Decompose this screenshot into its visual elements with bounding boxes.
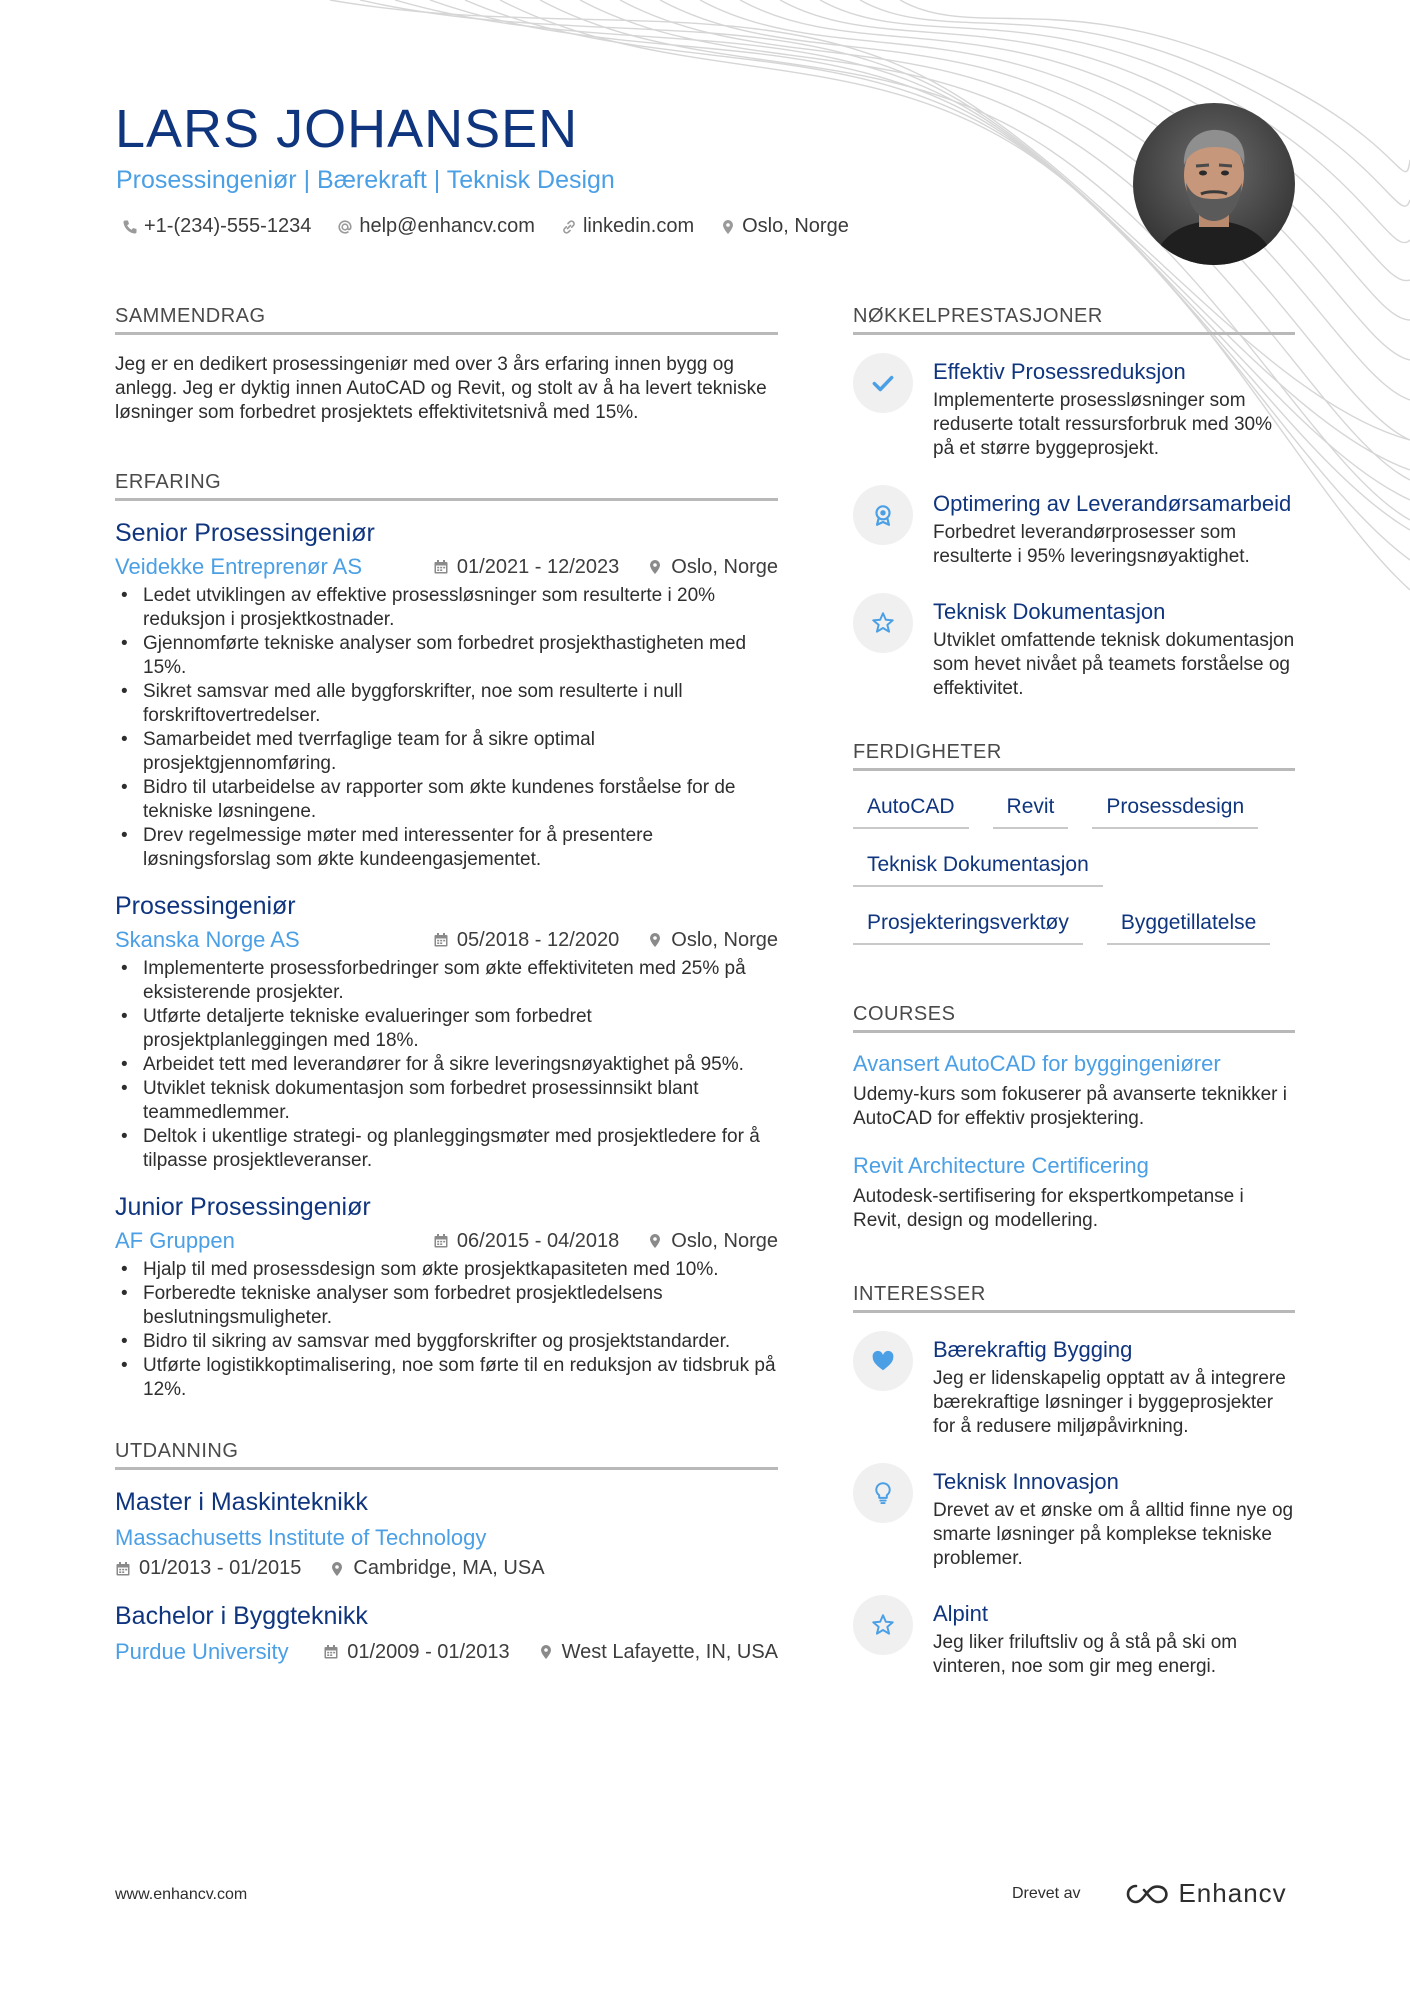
interest-title: Teknisk Innovasjon: [933, 1469, 1119, 1494]
bullet-item: • Utviklet teknisk dokumentasjon som forbedret prosessinnsikt blant teammedlemmer.: [115, 1077, 778, 1125]
bullet-item: • Utførte logistikkoptimalisering, noe som førte til en reduksjon av tidsbruk på 12%.: [115, 1354, 778, 1402]
location-pin-icon: [329, 1561, 345, 1577]
contact-email[interactable]: [337, 215, 535, 238]
education-location: West Lafayette, IN, USA: [561, 1640, 778, 1663]
calendar-icon: [323, 1644, 339, 1660]
courses-heading: COURSES: [853, 1003, 1295, 1033]
enhancv-logo-icon: [1124, 1882, 1170, 1906]
course-item: [853, 1153, 1295, 1233]
achievement-title: Teknisk Dokumentasjon: [933, 599, 1166, 624]
job-entry: [115, 892, 778, 1173]
company-name: AF Gruppen: [115, 1228, 235, 1253]
experience-section: [115, 471, 778, 1402]
company-name: Veidekke Entreprenør AS: [115, 554, 363, 579]
bullet-item: • Forberedte tekniske analyser som forbedret prosjektledelsens beslutningsmuligheter.: [115, 1282, 778, 1330]
interest-desc: Jeg er lidenskapelig opptatt av å integrere bærekraftige løsninger i byggeprosjekter for å redusere miljøpåvirkning.: [933, 1368, 1286, 1437]
candidate-name: LARS JOHANSEN: [115, 99, 579, 159]
phone-icon: [122, 219, 138, 235]
course-title: Avansert AutoCAD for byggingeniører: [853, 1051, 1221, 1076]
achievement-title: Optimering av Leverandørsamarbeid: [933, 491, 1292, 516]
job-entry: [115, 519, 778, 872]
course-title: Revit Architecture Certificering: [853, 1153, 1149, 1178]
calendar-icon: [433, 932, 449, 948]
interest-item: [853, 1463, 1295, 1571]
bullet-item: • Implementerte prosessforbedringer som økte effektiviteten med 25% på eksisterende prosjekter.: [115, 957, 778, 1005]
education-entry: [115, 1488, 778, 1580]
location-text: Oslo, Norge: [742, 215, 849, 237]
course-item: [853, 1051, 1295, 1131]
calendar-icon: [433, 1233, 449, 1249]
bullet-item: • Utførte detaljerte tekniske evalueringer som forbedret prosjektplanleggingen med 18%.: [115, 1005, 778, 1053]
achievement-item: [853, 353, 1295, 461]
location-pin-icon: [647, 932, 663, 948]
achievements-heading: NØKKELPRESTASJONER: [853, 305, 1295, 335]
job-title: Senior Prosessingeniør: [115, 519, 375, 547]
powered-by-label: Drevet av: [1012, 1884, 1081, 1902]
job-location: Oslo, Norge: [671, 928, 778, 951]
skill-tag: AutoCAD: [853, 789, 969, 829]
skill-tag: Revit: [993, 789, 1069, 829]
interest-title: Alpint: [933, 1601, 989, 1626]
school-name: Massachusetts Institute of Technology: [115, 1525, 487, 1550]
bullet-item: • Ledet utviklingen av effektive prosessløsninger som resulterte i 20% reduksjon i prosjektkostnader.: [115, 584, 778, 632]
school-name: Purdue University: [115, 1639, 289, 1664]
profile-photo: [1133, 103, 1295, 265]
courses-section: [853, 1003, 1295, 1233]
right-column: [853, 305, 1295, 1703]
skills-section: [853, 741, 1295, 945]
contact-linkedin[interactable]: [561, 215, 694, 238]
calendar-icon: [115, 1561, 131, 1577]
job-bullets: [115, 957, 778, 1173]
lightbulb-icon: [870, 1480, 896, 1506]
skills-heading: FERDIGHETER: [853, 741, 1295, 771]
location-pin-icon: [538, 1644, 554, 1660]
contact-location: [720, 215, 849, 238]
brand-logo[interactable]: [1124, 1878, 1286, 1909]
job-bullets: [115, 1258, 778, 1402]
interest-title: Bærekraftig Bygging: [933, 1337, 1133, 1362]
education-dates: 01/2013 - 01/2015: [139, 1557, 302, 1579]
left-column: [115, 305, 778, 1687]
calendar-icon: [433, 559, 449, 575]
email-text: help@enhancv.com: [359, 215, 535, 237]
job-location: Oslo, Norge: [671, 1229, 778, 1252]
achievement-desc: Utviklet omfattende teknisk dokumentasjon som hevet nivået på teamets forståelse og effektivitet.: [933, 630, 1295, 699]
star-icon: [870, 1612, 896, 1638]
contact-bar: [122, 215, 849, 238]
summary-heading: SAMMENDRAG: [115, 305, 778, 335]
skill-tag: Teknisk Dokumentasjon: [853, 847, 1103, 887]
interest-desc: Drevet av et ønske om å alltid finne nye og smarte løsninger på komplekse tekniske problemer.: [933, 1500, 1294, 1569]
achievement-item: [853, 593, 1295, 701]
job-title: Junior Prosessingeniør: [115, 1193, 371, 1221]
interests-heading: INTERESSER: [853, 1283, 1295, 1313]
achievement-desc: Forbedret leverandørprosesser som resulterte i 95% leveringsnøyaktighet.: [933, 522, 1250, 567]
achievement-item: [853, 485, 1295, 569]
brand-name: Enhancv: [1178, 1878, 1287, 1908]
interest-item: [853, 1331, 1295, 1439]
education-heading: UTDANNING: [115, 1440, 778, 1470]
job-dates: 05/2018 - 12/2020: [456, 928, 620, 951]
skill-tag: Byggetillatelse: [1107, 905, 1270, 945]
bullet-item: • Deltok i ukentlige strategi- og planleggingsmøter med prosjektledere for å tilpasse prosjektleveranser.: [115, 1125, 778, 1173]
job-entry: [115, 1193, 778, 1402]
interest-desc: Jeg liker friluftsliv og å stå på ski om vinteren, noe som gir meg energi.: [933, 1632, 1238, 1677]
heart-icon: [870, 1348, 896, 1374]
bullet-item: • Sikret samsvar med alle byggforskrifter, noe som resulterte i null forskriftovertredelser.: [115, 680, 778, 728]
education-entry: [115, 1602, 778, 1665]
star-icon: [870, 610, 896, 636]
job-dates: 01/2021 - 12/2023: [456, 555, 620, 578]
skill-tag: Prosjekteringsverktøy: [853, 905, 1083, 945]
contact-phone[interactable]: [122, 215, 311, 238]
education-location: Cambridge, MA, USA: [353, 1557, 545, 1579]
job-dates: 06/2015 - 04/2018: [456, 1229, 620, 1252]
phone-text: +1-(234)-555-1234: [144, 215, 312, 237]
interests-section: [853, 1283, 1295, 1679]
bullet-item: • Hjalp til med prosessdesign som økte prosjektkapasiteten med 10%.: [115, 1258, 778, 1282]
candidate-tagline: Prosessingeniør | Bærekraft | Teknisk Design: [116, 166, 615, 194]
bullet-item: • Drev regelmessige møter med interessenter for å presentere løsningsforslag som økte kundeengasjementet.: [115, 824, 778, 872]
education-dates: 01/2009 - 01/2013: [347, 1640, 510, 1663]
at-icon: [337, 219, 353, 235]
experience-heading: ERFARING: [115, 471, 778, 501]
bullet-item: • Bidro til utarbeidelse av rapporter som økte kundenes forståelse for de tekniske løsningene.: [115, 776, 778, 824]
achievement-desc: Implementerte prosessløsninger som reduserte totalt ressursforbruk med 30% på et større byggeprosjekt.: [933, 390, 1272, 459]
bullet-item: • Arbeidet tett med leverandører for å sikre leveringsnøyaktighet på 95%.: [115, 1053, 778, 1077]
footer-website[interactable]: www.enhancv.com: [115, 1886, 248, 1903]
achievement-title: Effektiv Prosessreduksjon: [933, 359, 1186, 384]
check-icon: [870, 370, 896, 396]
location-pin-icon: [647, 559, 663, 575]
award-icon: [870, 502, 896, 528]
education-section: [115, 1440, 778, 1665]
bullet-item: • Bidro til sikring av samsvar med byggforskrifter og prosjektstandarder.: [115, 1330, 778, 1354]
job-title: Prosessingeniør: [115, 892, 296, 920]
course-desc: Udemy-kurs som fokuserer på avanserte teknikker i AutoCAD for effektiv prosjektering.: [853, 1084, 1287, 1129]
location-pin-icon: [647, 1233, 663, 1249]
job-location: Oslo, Norge: [671, 555, 778, 578]
linkedin-text: linkedin.com: [582, 215, 695, 237]
link-icon: [561, 219, 577, 235]
footer-branding: [1012, 1878, 1287, 1909]
degree-title: Master i Maskinteknikk: [115, 1488, 368, 1516]
bullet-item: • Samarbeidet med tverrfaglige team for å sikre optimal prosjektgjennomføring.: [115, 728, 778, 776]
location-pin-icon: [720, 219, 736, 235]
summary-section: [115, 305, 778, 425]
achievements-section: [853, 305, 1295, 701]
course-desc: Autodesk-sertifisering for ekspertkompetanse i Revit, design og modellering.: [853, 1186, 1244, 1231]
bullet-item: • Gjennomførte tekniske analyser som forbedret prosjekthastigheten med 15%.: [115, 632, 778, 680]
interest-item: [853, 1595, 1295, 1679]
degree-title: Bachelor i Byggteknikk: [115, 1602, 368, 1630]
company-name: Skanska Norge AS: [115, 927, 300, 952]
skill-tag: Prosessdesign: [1092, 789, 1258, 829]
job-bullets: [115, 584, 778, 872]
summary-text: Jeg er en dedikert prosessingeniør med over 3 års erfaring innen bygg og anlegg. Jeg er dyktig innen AutoCAD og Revit, og stolt av å ha levert tekniske løsninger som forbedret prosjektets effektivitetsnivå med 15%.: [115, 354, 767, 423]
